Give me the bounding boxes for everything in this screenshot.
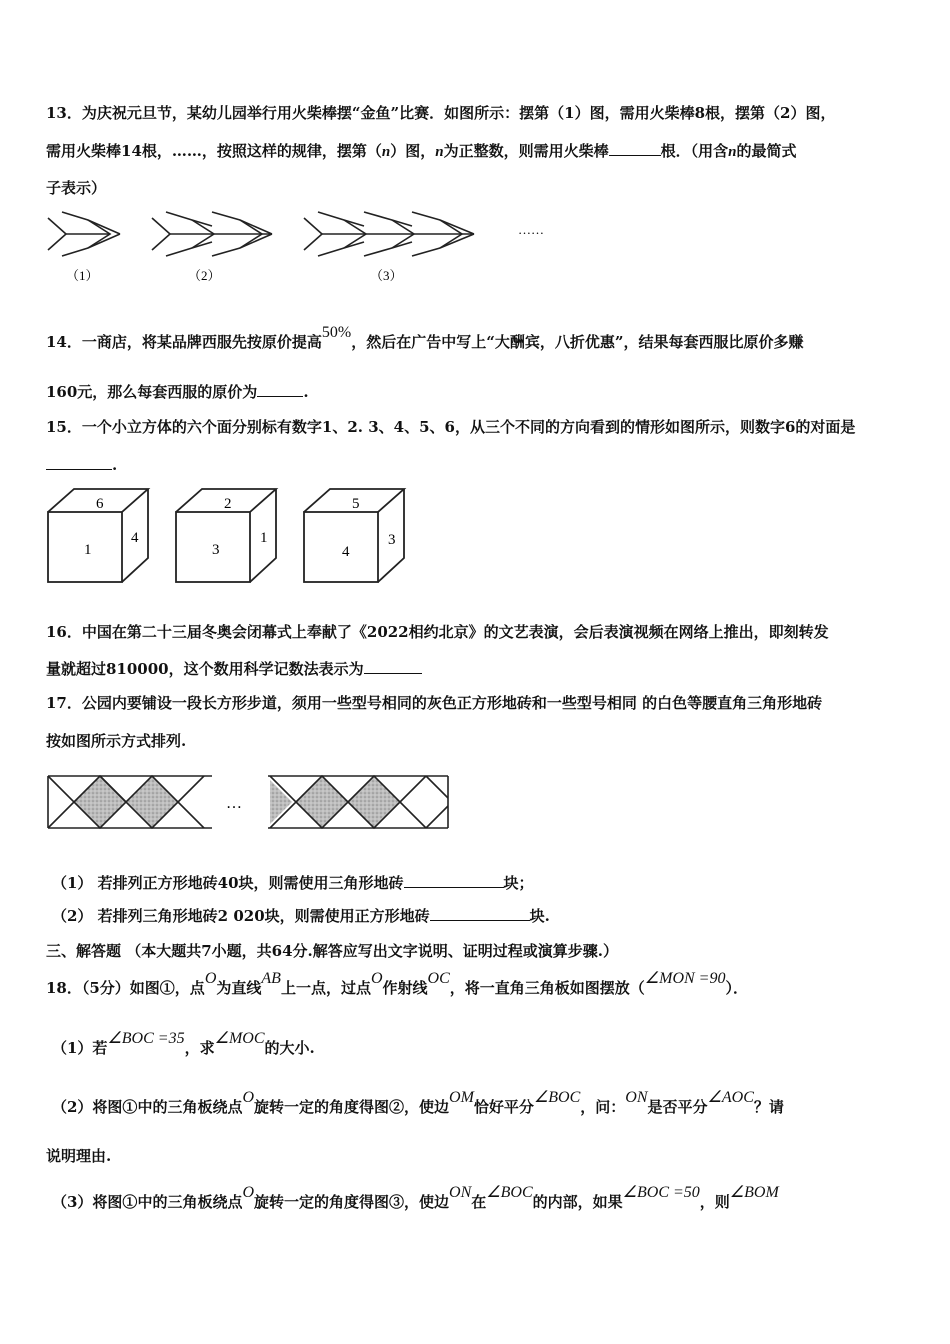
- cube2-top: 2: [224, 496, 232, 512]
- q17-sub1: （1） 若排列正方形地砖40块，则需使用三角形地砖 块；: [52, 874, 534, 892]
- fish-label-2: （2）: [188, 268, 221, 283]
- q13-line1: 13．为庆祝元旦节，某幼儿园举行用火柴棒摆“金鱼”比赛．如图所示：摆第（1）图，需用火柴棒8根，摆第（2）图，: [46, 104, 836, 122]
- q13-line3: 子表示）: [46, 179, 107, 197]
- q13-line2: 需用火柴棒14根，……，按照这样的规律，摆第（n）图，n为正整数，则需用火柴棒 根．（用含n的最简式: [46, 142, 797, 160]
- q15-line1: 15．一个小立方体的六个面分别标有数字1、2. 3、4、5、6，从三个不同的方向看到的情形如图所示，则数字6的对面是: [46, 418, 856, 436]
- q16-answer-blank[interactable]: [364, 659, 422, 674]
- q18-part2-cont: 说明理由.: [46, 1147, 112, 1165]
- q15-line2: .: [46, 455, 117, 475]
- q14-line1: 14．一商店，将某品牌西服先按原价提高50%，然后在广告中写上“大酬宾，八折优惠”，结果每套西服比原价多赚: [46, 324, 804, 351]
- fish-figure-3: [304, 212, 474, 256]
- fish-label-1: （1）: [66, 268, 99, 283]
- fish-figure-2: [152, 212, 272, 256]
- cube1-top: 6: [96, 496, 104, 512]
- q18-part2: （2）将图①中的三角板绕点O旋转一定的角度得图②，使边OM恰好平分∠BOC，问：ON是否平分∠AOC？请: [52, 1089, 784, 1116]
- q16-line1: 16．中国在第二十三届冬奥会闭幕式上奉献了《2022相约北京》的文艺表演，会后表演视频在网络上推出，即刻转发: [46, 623, 829, 641]
- q17-line1: 17．公园内要铺设一段长方形步道，须用一些型号相同的灰色正方形地砖和一些型号相同 的白色等腰直角三角形地砖: [46, 694, 823, 712]
- q14-line2: 160元，那么每套西服的原价为 .: [46, 383, 309, 401]
- q14-answer-blank[interactable]: [257, 382, 303, 397]
- q18-part1: （1）若∠BOC =35，求∠MOC的大小.: [52, 1030, 315, 1057]
- q17-line2: 按如图所示方式排列.: [46, 732, 187, 750]
- cube2-right: 1: [260, 530, 268, 546]
- percent-50: 50%: [321, 324, 352, 341]
- fish-ellipsis: ……: [518, 222, 544, 237]
- cube1-front: 1: [84, 542, 92, 558]
- cube3-top: 5: [352, 496, 360, 512]
- q17-sub2: （2） 若排列三角形地砖2 020块，则需使用正方形地砖 块.: [52, 907, 550, 925]
- fish-label-3: （3）: [370, 268, 403, 283]
- fish-figure-1: [48, 212, 120, 256]
- tile-ellipsis: …: [226, 795, 242, 812]
- q17-sub2-blank[interactable]: [430, 906, 530, 921]
- q16-line2: 量就超过810000，这个数用科学记数法表示为: [46, 659, 422, 679]
- cube-figures: [40, 484, 420, 589]
- cube1-right: 4: [131, 530, 139, 546]
- q17-sub1-blank[interactable]: [404, 873, 504, 888]
- q13-answer-blank[interactable]: [609, 141, 661, 156]
- section3-title: 三、解答题 （本大题共7小题，共64分.解答应写出文字说明、证明过程或演算步骤.）: [46, 942, 618, 960]
- q18-line1: 18．（5分）如图①，点O为直线AB上一点，过点O作射线OC，将一直角三角板如图摆放（∠MON =90）．: [46, 970, 748, 997]
- cube3-front: 4: [342, 544, 350, 560]
- cube2-front: 3: [212, 542, 220, 558]
- q15-answer-blank[interactable]: [46, 455, 112, 470]
- q18-part3: （3）将图①中的三角板绕点O旋转一定的角度得图③，使边ON在∠BOC的内部，如果∠BOC =50，则∠BOM: [52, 1184, 779, 1211]
- goldfish-matchstick-figures: [40, 200, 580, 290]
- cube3-right: 3: [388, 532, 396, 548]
- tile-path-figure: [40, 768, 460, 834]
